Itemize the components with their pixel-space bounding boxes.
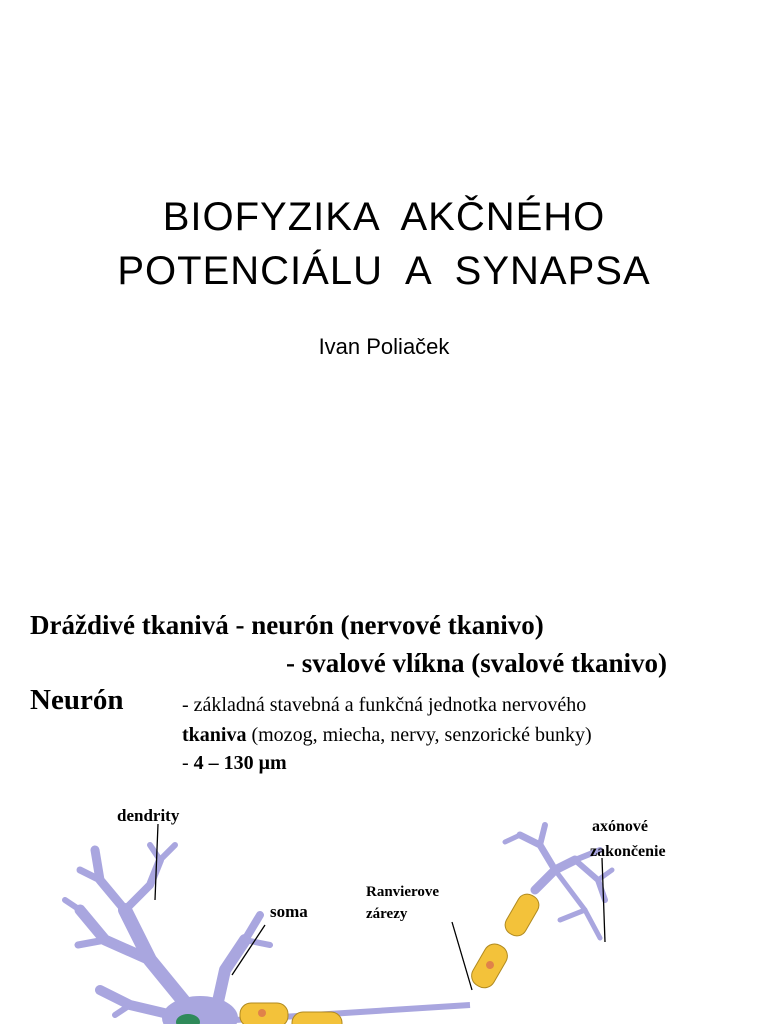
- myelin-segment: [292, 1012, 342, 1024]
- label-dendrity: dendrity: [117, 806, 180, 825]
- tissue-word: tkaniva: [182, 724, 247, 746]
- label-ranvier-2: zárezy: [366, 906, 408, 922]
- neuron-heading: Neurón: [30, 684, 124, 716]
- tissue-item-neuron: - neurón (nervové tkanivo): [228, 610, 544, 640]
- tissues-label: Dráždivé tkanivá: [30, 610, 229, 640]
- author-name: Ivan Poliaček: [318, 334, 450, 359]
- size-value: 4 – 130 μm: [193, 752, 287, 774]
- label-axon-2: zakončenie: [590, 843, 666, 860]
- soma-body: [162, 996, 238, 1024]
- myelin-segment: [501, 890, 542, 939]
- title-line-1: BIOFYZIKA AKČNÉHO: [162, 195, 606, 239]
- tissue-item-muscle: - svalové vlíkna (svalové tkanivo): [286, 648, 668, 678]
- neuron-size: [182, 752, 287, 775]
- label-ranvier-1: Ranvierove: [366, 884, 440, 900]
- neuron-diagram: [0, 790, 768, 1024]
- dendrites: [65, 845, 270, 1018]
- myelin-dot: [258, 1009, 266, 1017]
- slide-title: [0, 190, 768, 298]
- tissues-line-1: [30, 610, 544, 641]
- title-line-2: POTENCIÁLU A SYNAPSA: [117, 249, 651, 293]
- size-dash: -: [182, 752, 194, 774]
- neuron-definition-line-2: [182, 724, 592, 747]
- tissue-examples: (mozog, miecha, nervy, senzorické bunky): [246, 724, 592, 746]
- label-axon-1: axónové: [592, 818, 648, 835]
- label-soma: soma: [270, 902, 308, 921]
- neuron-definition-line-1: - základná stavebná a funkčná jednotka nervového: [182, 694, 587, 716]
